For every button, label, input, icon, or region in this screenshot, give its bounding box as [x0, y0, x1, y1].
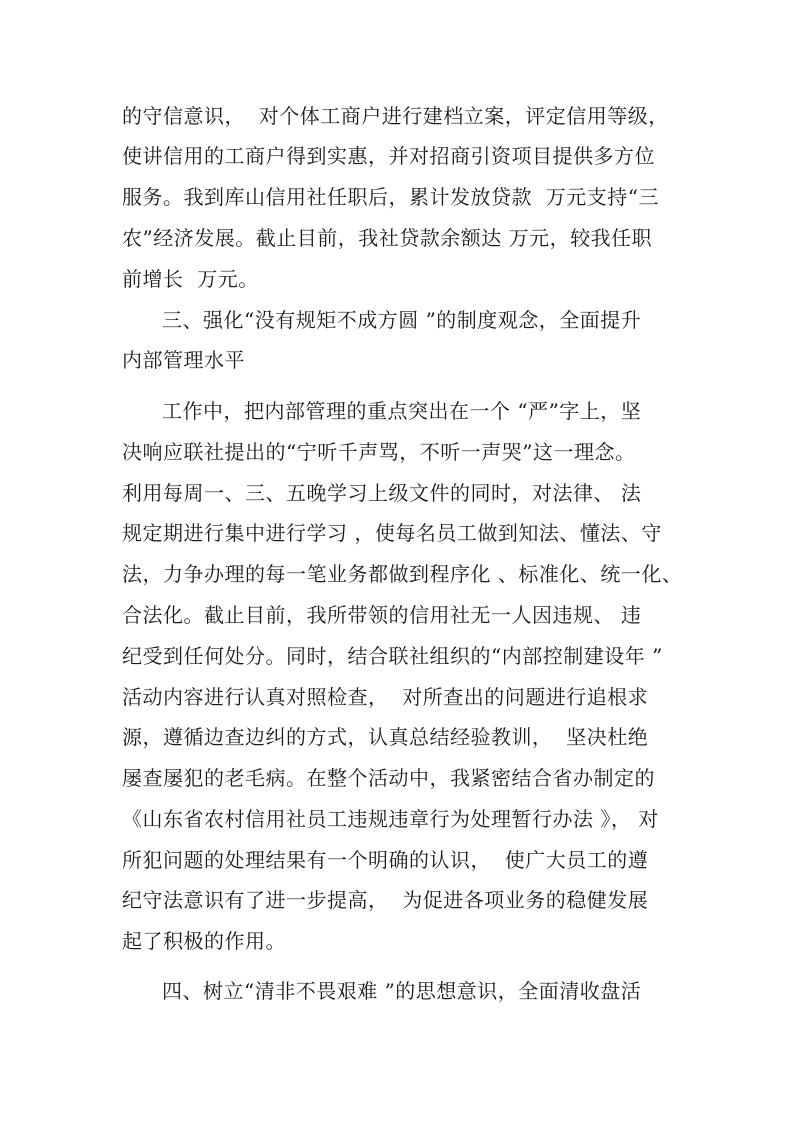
text-line: 使讲信用的工商户得到实惠，并对招商引资项目提供多方位	[122, 144, 655, 168]
text-line: 农”经济发展。截止目前，我社贷款余额达 万元，较我任职	[122, 226, 653, 250]
text-line: 的守信意识， 对个体工商户进行建档立案，评定信用等级，	[122, 104, 669, 128]
text-line: 利用每周一、三、五晚学习上级文件的同时，对法律、 法	[122, 481, 642, 505]
text-line: 决响应联社提出的“宁听千声骂，不听一声哭”这一理念。	[122, 440, 636, 464]
text-line: 起了积极的作用。	[122, 929, 286, 953]
text-line: 法，力争办理的每一笔业务都做到程序化 、标准化、统一化、	[122, 562, 683, 586]
text-line: 纪守法意识有了进一步提高， 为促进各项业务的稳健发展	[122, 888, 649, 912]
text-line: 服务。我到库山信用社任职后，累计发放贷款 万元支持“三	[122, 185, 659, 209]
section-heading-continued: 内部管理水平	[122, 348, 245, 372]
text-line: 前增长 万元。	[122, 267, 259, 291]
text-line: 活动内容进行认真对照检查， 对所查出的问题进行追根求	[122, 685, 649, 709]
section-heading: 四、树立“清非不畏艰难 ”的思想意识，全面清收盘活	[162, 979, 642, 1003]
text-line: 工作中，把内部管理的重点突出在一个 “严”字上，坚	[162, 399, 642, 423]
text-line: 所犯问题的处理结果有一个明确的认识， 使广大员工的遵	[122, 848, 649, 872]
text-line: 《山东省农村信用社员工违规违章行为处理暂行办法 》， 对	[122, 807, 659, 831]
text-line: 合法化。截止目前，我所带领的信用社无一人因违规、 违	[122, 603, 642, 627]
text-line: 源，遵循边查边纠的方式，认真总结经验教训， 坚决杜绝	[122, 725, 649, 749]
text-line: 规定期进行集中进行学习 ，使每名员工做到知法、懂法、守	[122, 521, 662, 545]
text-line: 纪受到任何处分。同时，结合联社组织的“内部控制建设年 ”	[122, 644, 663, 668]
text-line: 屡查屡犯的老毛病。在整个活动中，我紧密结合省办制定的	[122, 766, 655, 790]
section-heading: 三、强化“没有规矩不成方圆 ”的制度观念，全面提升	[162, 308, 642, 332]
